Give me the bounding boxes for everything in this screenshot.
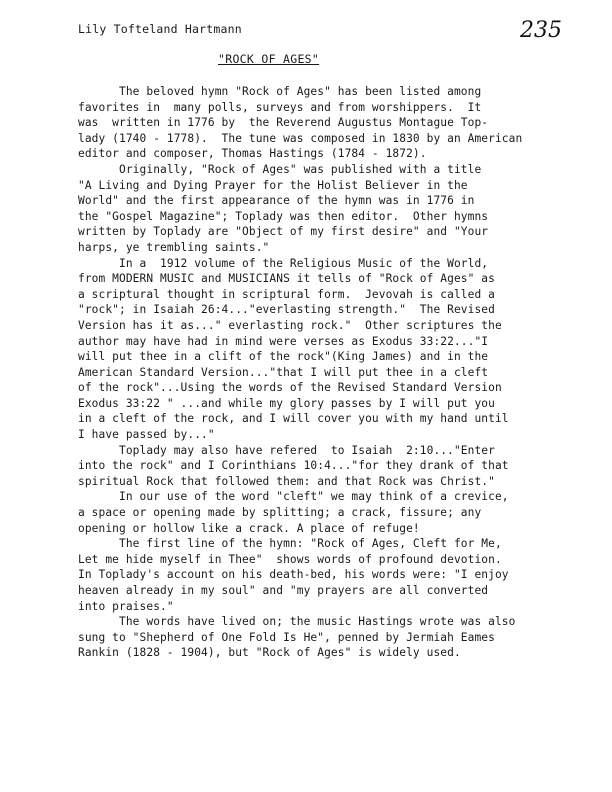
page-number: 235 [520, 18, 562, 43]
text-line: the "Gospel Magazine"; Toplady was then editor. Other hymns [78, 209, 489, 223]
text-line: heaven already in my soul" and "my prayers are all converted [78, 584, 489, 597]
paragraph-4 [78, 443, 558, 490]
paragraph-1 [78, 84, 558, 162]
document-body [78, 84, 558, 661]
text-line: was written in 1776 by the Reverend Augustus Montague Top- [78, 116, 489, 130]
text-line: World" and the first appearance of the hymn was in 1776 in [78, 194, 475, 208]
text-line: harps, ye trembling saints." [78, 240, 270, 254]
text-line: into praises." [78, 599, 174, 613]
text-line: The words have lived on; the music Hastings wrote was also [78, 615, 516, 629]
text-line: opening or hollow like a crack. A place of refuge! [78, 521, 420, 535]
text-line: Rankin (1828 - 1904), but "Rock of Ages" is widely used. [78, 646, 461, 660]
text-line: a space or opening made by splitting; a crack, fissure; any [78, 506, 482, 520]
text-line: of the rock"...Using the words of the Revised Standard Version [78, 381, 502, 395]
text-line: favorites in many polls, surveys and from worshippers. It [78, 100, 482, 114]
paragraph-6 [78, 536, 558, 614]
text-line: "A Living and Dying Prayer for the Holist Believer in the [78, 178, 468, 192]
text-line: In a 1912 volume of the Religious Music of the World, [78, 256, 489, 270]
paragraph-3 [78, 256, 558, 443]
text-line: sung to "Shepherd of One Fold Is He", penned by Jermiah Eames [78, 630, 495, 644]
text-line: The beloved hymn "Rock of Ages" has been listed among [78, 85, 482, 98]
text-line: Toplady may also have refered to Isaiah 2:10..."Enter [78, 443, 495, 457]
text-line: author may have had in mind were verses as Exodus 33:22..."I [78, 334, 489, 348]
text-line: will put thee in a clift of the rock"(King James) and in the [78, 350, 489, 364]
text-line: In Toplady's account on his death-bed, his words were: "I enjoy [78, 568, 509, 582]
document-title: "ROCK OF AGES" [218, 52, 320, 66]
text-line: I have passed by..." [78, 428, 215, 442]
text-line: from MODERN MUSIC and MUSICIANS it tells of "Rock of Ages" as [78, 272, 495, 286]
text-line: into the rock" and I Corinthians 10:4..."for they drank of that [78, 459, 509, 473]
paragraph-2 [78, 162, 558, 256]
text-line: Version has it as..." everlasting rock." Other scriptures the [78, 318, 502, 332]
author-name: Lily Tofteland Hartmann [78, 22, 242, 36]
text-line: written by Toplady are "Object of my first desire" and "Your [78, 225, 489, 239]
text-line: Exodus 33:22 " ...and while my glory passes by I will put you [78, 396, 495, 410]
text-line: editor and composer, Thomas Hastings (1784 - 1872). [78, 147, 427, 161]
text-line: In our use of the word "cleft" we may think of a crevice, [78, 490, 509, 504]
text-line: The first line of the hymn: "Rock of Ages, Cleft for Me, [78, 537, 502, 551]
text-line: spiritual Rock that followed them: and that Rock was Christ." [78, 474, 495, 488]
text-line: a scriptural thought in scriptural form. Jevovah is called a [78, 287, 495, 301]
text-line: American Standard Version..."that I will put thee in a cleft [78, 365, 489, 379]
paragraph-5 [78, 489, 558, 536]
text-line: lady (1740 - 1778). The tune was composed in 1830 by an American [78, 131, 523, 145]
text-line: Let me hide myself in Thee" shows words of profound devotion. [78, 552, 502, 566]
text-line: in a cleft of the rock, and I will cover you with my hand until [78, 412, 509, 426]
paragraph-7 [78, 614, 558, 661]
text-line: Originally, "Rock of Ages" was published with a title [78, 162, 482, 176]
text-line: "rock"; in Isaiah 26:4..."everlasting strength." The Revised [78, 303, 495, 317]
